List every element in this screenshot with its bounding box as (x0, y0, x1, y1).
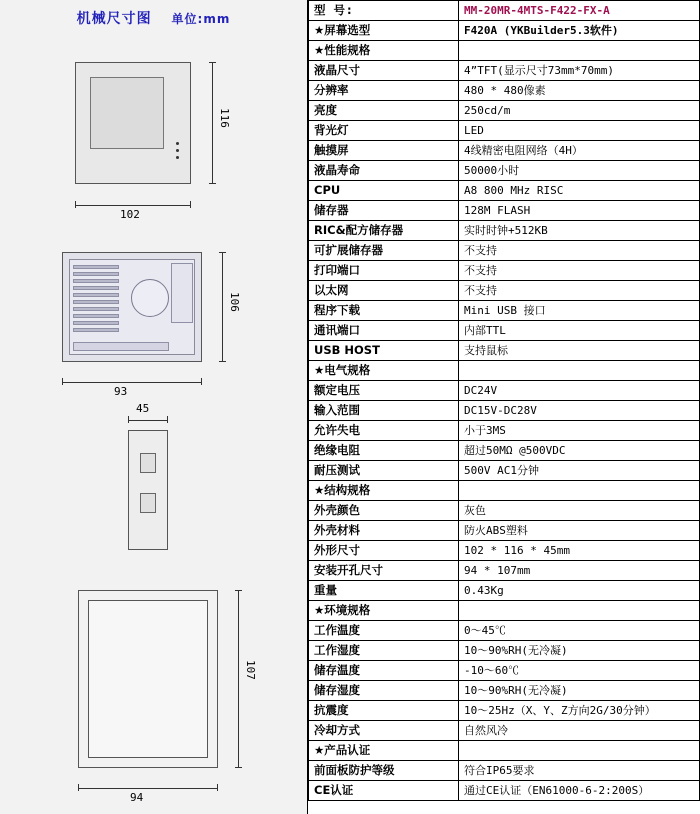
spec-value: 符合IP65要求 (459, 761, 700, 781)
spec-value: 250cd/m (459, 101, 700, 121)
side-width-dimension-line (128, 420, 168, 421)
spec-label: RIC&配方储存器 (309, 221, 459, 241)
spec-label: ★结构规格 (309, 481, 459, 501)
back-width-tick-left (62, 378, 63, 385)
table-row (309, 621, 700, 641)
spec-label: 耐压测试 (309, 461, 459, 481)
spec-value: Mini USB 接口 (459, 301, 700, 321)
spec-value: MM-20MR-4MTS-F422-FX-A (459, 1, 700, 21)
spec-label: 以太网 (309, 281, 459, 301)
spec-value: 128M FLASH (459, 201, 700, 221)
spec-value: 灰色 (459, 501, 700, 521)
spec-label: 背光灯 (309, 121, 459, 141)
spec-label: 液晶寿命 (309, 161, 459, 181)
table-row (309, 761, 700, 781)
back-width-label: 93 (114, 385, 128, 398)
table-row (309, 481, 700, 501)
table-row (309, 41, 700, 61)
spec-value: LED (459, 121, 700, 141)
spec-label: 前面板防护等级 (309, 761, 459, 781)
spec-label: 重量 (309, 581, 459, 601)
table-row (309, 421, 700, 441)
table-row (309, 241, 700, 261)
table-row (309, 661, 700, 681)
spec-label: ★性能规格 (309, 41, 459, 61)
spec-value: 不支持 (459, 281, 700, 301)
side-view-slot-lower (140, 493, 156, 513)
table-row (309, 681, 700, 701)
table-row (309, 721, 700, 741)
spec-label: 打印端口 (309, 261, 459, 281)
table-row (309, 181, 700, 201)
panel-cutout-drawing (78, 590, 218, 768)
spec-value: 480 * 480像素 (459, 81, 700, 101)
table-row (309, 341, 700, 361)
table-row (309, 201, 700, 221)
front-width-dimension-line (75, 205, 191, 206)
spec-label: 触摸屏 (309, 141, 459, 161)
drawing-title-text: 机械尺寸图 (76, 11, 152, 27)
front-height-label: 116 (218, 108, 231, 128)
spec-value: 不支持 (459, 241, 700, 261)
spec-label: CE认证 (309, 781, 459, 801)
spec-value: 通过CE认证（EN61000-6-2:200S） (459, 781, 700, 801)
table-row (309, 21, 700, 41)
drawing-unit-text: 单位:mm (171, 12, 231, 26)
table-row (309, 401, 700, 421)
spec-label: CPU (309, 181, 459, 201)
table-row (309, 261, 700, 281)
spec-value: 102 * 116 * 45mm (459, 541, 700, 561)
spec-value (459, 741, 700, 761)
front-height-tick-bottom (209, 183, 216, 184)
spec-label: 额定电压 (309, 381, 459, 401)
spec-value: 超过50MΩ @500VDC (459, 441, 700, 461)
cutout-width-tick-left (78, 784, 79, 791)
back-height-dimension-line (222, 252, 223, 362)
table-row (309, 501, 700, 521)
spec-label: ★屏幕选型 (309, 21, 459, 41)
table-row (309, 321, 700, 341)
table-row (309, 601, 700, 621)
back-height-tick-bottom (219, 361, 226, 362)
spec-value: 10～90%RH(无冷凝) (459, 641, 700, 661)
spec-value (459, 481, 700, 501)
side-width-tick-right (167, 416, 168, 423)
table-row (309, 521, 700, 541)
spec-value: -10～60℃ (459, 661, 700, 681)
back-width-dimension-line (62, 382, 202, 383)
spec-value: 4线精密电阻网络（4H） (459, 141, 700, 161)
specification-table (308, 0, 700, 801)
table-row (309, 141, 700, 161)
side-view-slot-upper (140, 453, 156, 473)
front-height-dimension-line (212, 62, 213, 184)
spec-label: 储存器 (309, 201, 459, 221)
back-height-label: 106 (228, 292, 241, 312)
front-width-tick-left (75, 201, 76, 208)
panel-cutout-opening (88, 600, 208, 758)
spec-value: 10～90%RH(无冷凝) (459, 681, 700, 701)
spec-value (459, 601, 700, 621)
spec-value: 500V AC1分钟 (459, 461, 700, 481)
spec-label: 冷却方式 (309, 721, 459, 741)
spec-label: 抗震度 (309, 701, 459, 721)
spec-value: 0～45℃ (459, 621, 700, 641)
table-row (309, 701, 700, 721)
front-width-label: 102 (120, 208, 140, 221)
table-row (309, 101, 700, 121)
spec-value: 自然风冷 (459, 721, 700, 741)
spec-label: ★电气规格 (309, 361, 459, 381)
spec-label: 输入范围 (309, 401, 459, 421)
drawing-title (0, 0, 307, 28)
back-width-tick-right (201, 378, 202, 385)
spec-value: 支持鼠标 (459, 341, 700, 361)
table-row (309, 741, 700, 761)
back-view-side-block (171, 263, 193, 323)
spec-value (459, 361, 700, 381)
front-view-drawing (75, 62, 191, 184)
spec-value: F420A (YKBuilder5.3软件) (459, 21, 700, 41)
table-row (309, 461, 700, 481)
spec-label: USB HOST (309, 341, 459, 361)
specification-table-body (309, 1, 700, 801)
spec-label: 外形尺寸 (309, 541, 459, 561)
front-height-tick-top (209, 62, 216, 63)
side-view-drawing (128, 430, 168, 550)
cutout-width-tick-right (217, 784, 218, 791)
spec-label: 安装开孔尺寸 (309, 561, 459, 581)
cutout-height-tick-top (235, 590, 242, 591)
spec-value: 94 * 107mm (459, 561, 700, 581)
spec-value: 防火ABS塑料 (459, 521, 700, 541)
front-width-tick-right (190, 201, 191, 208)
spec-value: 50000小时 (459, 161, 700, 181)
spec-value: 实时时钟+512KB (459, 221, 700, 241)
spec-label: 储存湿度 (309, 681, 459, 701)
back-view-drawing (62, 252, 202, 362)
spec-label: 液晶尺寸 (309, 61, 459, 81)
table-row (309, 441, 700, 461)
spec-value: 小于3MS (459, 421, 700, 441)
table-row (309, 221, 700, 241)
table-row (309, 561, 700, 581)
back-view-connector-strip (73, 342, 169, 351)
cutout-height-tick-bottom (235, 767, 242, 768)
spec-value: 4”TFT(显示尺寸73mm*70mm) (459, 61, 700, 81)
spec-value: 不支持 (459, 261, 700, 281)
table-row (309, 1, 700, 21)
spec-label: 储存温度 (309, 661, 459, 681)
table-row (309, 541, 700, 561)
spec-value: DC24V (459, 381, 700, 401)
side-width-label: 45 (136, 402, 150, 415)
spec-label: 工作温度 (309, 621, 459, 641)
table-row (309, 121, 700, 141)
spec-value: A8 800 MHz RISC (459, 181, 700, 201)
table-row (309, 301, 700, 321)
spec-value: 内部TTL (459, 321, 700, 341)
spec-label: 外壳材料 (309, 521, 459, 541)
spec-label: 允许失电 (309, 421, 459, 441)
table-row (309, 61, 700, 81)
table-row (309, 581, 700, 601)
back-view-round-port (131, 279, 169, 317)
spec-label: 亮度 (309, 101, 459, 121)
table-row (309, 781, 700, 801)
spec-label: 分辨率 (309, 81, 459, 101)
table-row (309, 81, 700, 101)
spec-label: 工作湿度 (309, 641, 459, 661)
cutout-width-dimension-line (78, 788, 218, 789)
back-view-vent-ribs (73, 265, 119, 341)
table-row (309, 361, 700, 381)
spec-label: 型 号: (309, 1, 459, 21)
front-view-indicator-dots (176, 142, 180, 163)
spec-label: 通讯端口 (309, 321, 459, 341)
table-row (309, 161, 700, 181)
spec-value: DC15V-DC28V (459, 401, 700, 421)
spec-label: 可扩展储存器 (309, 241, 459, 261)
spec-label: 外壳颜色 (309, 501, 459, 521)
side-width-tick-left (128, 416, 129, 423)
spec-label: 程序下载 (309, 301, 459, 321)
table-row (309, 381, 700, 401)
back-height-tick-top (219, 252, 226, 253)
table-row (309, 641, 700, 661)
mechanical-drawing-panel (0, 0, 308, 814)
cutout-height-label: 107 (244, 660, 257, 680)
spec-label: ★产品认证 (309, 741, 459, 761)
table-row (309, 281, 700, 301)
cutout-height-dimension-line (238, 590, 239, 768)
spec-label: 绝缘电阻 (309, 441, 459, 461)
spec-value (459, 41, 700, 61)
front-view-screen-area (90, 77, 164, 149)
cutout-width-label: 94 (130, 791, 144, 804)
spec-label: ★环境规格 (309, 601, 459, 621)
spec-value: 0.43Kg (459, 581, 700, 601)
spec-value: 10～25Hz（X、Y、Z方向2G/30分钟） (459, 701, 700, 721)
